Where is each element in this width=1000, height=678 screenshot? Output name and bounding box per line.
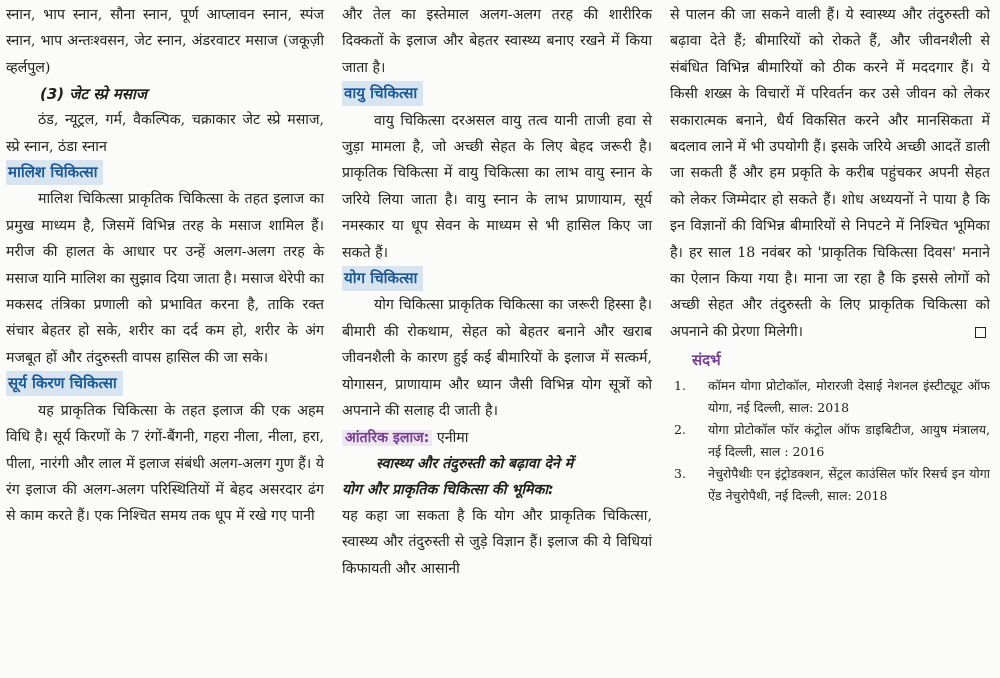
- yoga-therapy-heading: योग चिकित्सा: [342, 266, 423, 291]
- references-list: [670, 375, 990, 507]
- jet-spray-heading: (3) जेट स्प्रे मसाज: [40, 85, 147, 104]
- reference-item: [670, 419, 990, 463]
- internal-treatment-value: एनीमा: [436, 429, 469, 446]
- role-continued-body: से पालन की जा सकने वाली हैं। ये स्वास्थ्य और तंदुरुस्ती को बढ़ावा देते हैं; बीमारियों को रोकते हैं, और जीवनशैली से संबंधित विभिन्न बीमारियों को ठीक करने में मददगार हैं। ये किसी शख्स के विचारों में परिवर्तन कर उसे जीवन को लेकर सकारात्मक बनाने, धैर्य विकसित करने और मानसिकता में बदलाव लाने में भी उपयोगी हैं। इसके जरिये अच्छी आदतें डाली जा सकती हैं और हम प्रकृति के करीब पहुंचकर अपनी सेहत को लेकर जिम्मेदार हो सकते हैं। शोध अध्ययनों ने पाया है कि इन विज्ञानों की विभिन्न बीमारियों से निपटने में निश्चित भूमिका है। हर साल 18 नवंबर को 'प्राकृतिक चिकित्सा दिवस' मनाने का ऐलान किया गया है। माना जा रहा है कि इससे लोगों को अच्छी सेहत और तंदुरुस्ती के लिए प्राकृतिक चिकित्सा को अपनाने की प्रेरणा मिलेगी।: [670, 7, 990, 340]
- reference-text: नेचुरोपैथीः एन इंट्रोडक्शन, सेंट्रल काउंसिल फॉर रिसर्च इन योगा ऐंड नेचुरोपैथी, नई दिल्ली, साल: 2018: [708, 466, 990, 504]
- reference-text: योगा प्रोटोकॉल फॉर कंट्रोल ऑफ डाइबिटीज, आयुष मंत्रालय, नई दिल्ली, साल : 2016: [708, 422, 990, 460]
- sun-ray-continued-text: और तेल का इस्तेमाल अलग-अलग तरह की शारीरिक दिक्कतों के इलाज और बेहतर स्वास्थ्य बनाए रखने में किया जाता है।: [342, 7, 652, 76]
- role-section-text: यह कहा जा सकता है कि योग और प्राकृतिक चिकित्सा, स्वास्थ्य और तंदुरुस्ती से जुड़े विज्ञान हैं। इलाज की ये विधियां किफायती और आसानी: [342, 507, 652, 577]
- column-2: [332, 2, 660, 678]
- jet-spray-text: ठंड, न्यूट्रल, गर्म, वैकल्पिक, चक्राकार जेट स्प्रे मसाज, स्प्रे स्नान, ठंडा स्नान: [6, 112, 324, 155]
- sun-ray-therapy-heading: सूर्य किरण चिकित्सा: [6, 371, 123, 396]
- reference-text: कॉमन योगा प्रोटोकॉल, मोरारजी देसाई नेशनल इंस्टीट्यूट ऑफ योगा, नई दिल्ली, साल: 2018: [708, 378, 990, 416]
- role-section-title: [342, 451, 652, 503]
- reference-number: 2.: [674, 422, 686, 438]
- bath-list-text: स्नान, भाप स्नान, सौना स्नान, पूर्ण आप्लावन स्नान, स्पंज स्नान, भाप अन्तःश्वसन, जेट स्नान, अंडरवाटर मसाज (जकूज़ी व्हर्लपुल): [6, 7, 324, 76]
- yoga-therapy-text: योग चिकित्सा प्राकृतिक चिकित्सा का जरूरी हिस्सा है। बीमारी की रोकथाम, सेहत को बेहतर बनाने और खराब जीवनशैली के कारण हुई कई बीमारियों के इलाज में सत्कर्म, योगासन, प्राणायाम और ध्यान जैसी विभिन्न योग सूत्रों को अपनाने की सलाह दी जाती है।: [342, 297, 652, 420]
- role-title-line-2: योग और प्राकृतिक चिकित्सा की भूमिका:: [342, 481, 554, 498]
- sun-ray-therapy-text: यह प्राकृतिक चिकित्सा के तहत इलाज की एक अहम विधि है। सूर्य किरणों के 7 रंगों-बैंगनी, गहरा नीला, नीला, हरा, पीला, नारंगी और लाल में इलाज संबंधी अलग-अलग गुण हैं। ये रंग इलाज की अलग-अलग परिस्थितियों में बेहद असरदार ढंग से काम करते हैं। एक निश्चित समय तक धूप में रखे गए पानी: [6, 402, 324, 525]
- end-of-article-icon: [975, 327, 986, 338]
- column-3: [660, 2, 990, 678]
- internal-treatment-line: [342, 425, 652, 451]
- massage-therapy-text: मालिश चिकित्सा प्राकृतिक चिकित्सा के तहत इलाज का प्रमुख माध्यम है, जिसमें विभिन्न तरह के मसाज शामिल हैं। मरीज की हालत के आधार पर उन्हें अलग-अलग तरह के मसाज यानि मालिश का सुझाव दिया जाता है। मसाज थेरेपी का मकसद तंत्रिका प्रणाली को प्रभावित करना है, ताकि रक्त संचार बेहतर हो सके, शरीर का दर्द कम हो, शरीर के अंग मजबूत हों और तंदुरुस्ती वापस हासिल की जा सके।: [6, 191, 324, 366]
- role-title-line-1: स्वास्थ्य और तंदुरुस्ती को बढ़ावा देने में: [376, 455, 574, 472]
- reference-number: 1.: [674, 378, 686, 394]
- role-continued-text: [670, 2, 990, 345]
- references-heading: संदर्भ: [692, 351, 721, 370]
- column-1: [4, 2, 332, 678]
- reference-item: [670, 375, 990, 419]
- air-therapy-text: वायु चिकित्सा दरअसल वायु तत्व यानी ताजी हवा से जुड़ा मामला है, जो अच्छी सेहत के लिए बेहद जरूरी है। प्राकृतिक चिकित्सा में वायु चिकित्सा का लाभ वायु स्नान के जरिये लिया जाता है। वायु स्नान के लाभ प्राणायाम, सूर्य नमस्कार या धूप सेवन के माध्यम से भी हासिल किए जा सकते हैं।: [342, 112, 652, 261]
- internal-treatment-label: आंतरिक इलाज:: [342, 430, 432, 446]
- air-therapy-heading: वायु चिकित्सा: [342, 81, 423, 106]
- reference-number: 3.: [674, 466, 686, 482]
- reference-item: [670, 463, 990, 507]
- massage-therapy-heading: मालिश चिकित्सा: [6, 160, 103, 185]
